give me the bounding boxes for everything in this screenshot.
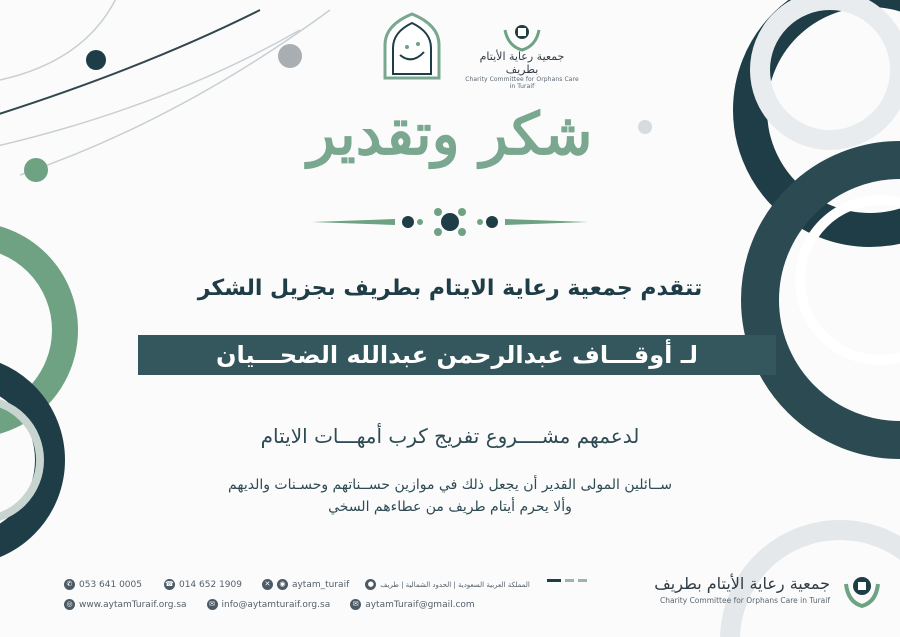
address: المملكة العربية السعودية | الحدود الشمالية | طريف	[380, 580, 530, 589]
social-handle[interactable]: aytam_turaif	[291, 579, 350, 590]
location-icon: ●	[365, 579, 376, 590]
prayer-text	[0, 474, 900, 518]
phone-mobile[interactable]: 053 641 0005	[79, 579, 142, 590]
recipient-bar: لـ أوقـــاف عبدالرحمن عبدالله الضحـــيان	[138, 335, 776, 375]
phone-icon: ✆	[64, 579, 75, 590]
footer-logo-name-ar: جمعية رعاية الأيتام بطريف	[654, 574, 830, 593]
prayer-line-1: ســائلين المولى القدير أن يجعل ذلك في موازين حســناتهم وحسـنات والديهم	[228, 477, 672, 493]
email-icon: ✉	[207, 599, 218, 610]
phone-landline[interactable]: 014 652 1909	[178, 579, 242, 590]
footer-contacts-row-2	[64, 599, 475, 610]
x-icon[interactable]: ✕	[262, 579, 273, 590]
landline-icon: ☎	[165, 580, 174, 588]
footer-logo	[622, 566, 892, 616]
prayer-line-2: وألا يحرم أيتام طريف من عطاءهم السخي	[328, 499, 572, 515]
logo-name-ar: جمعية رعاية الأيتام بطريف	[479, 50, 565, 76]
snapchat-icon[interactable]: ◉	[277, 579, 288, 590]
headline: شكر وتقدير	[307, 100, 593, 168]
decor-dot-grey	[278, 44, 302, 68]
emblem-icon	[385, 14, 439, 78]
email-icon: ✉	[350, 599, 361, 610]
footer-logo-name-en: Charity Committee for Orphans Care in Turaif	[660, 596, 830, 605]
globe-icon: ◎	[64, 599, 75, 610]
top-logo	[462, 20, 582, 90]
ornament-divider	[312, 208, 588, 236]
support-line: لدعمهم مشــــروع تفريج كرب أمهـــات الايتام	[260, 424, 640, 448]
email-org-link[interactable]: info@aytamturaif.org.sa	[221, 599, 331, 610]
email-gmail-link[interactable]: aytamTuraif@gmail.com	[365, 599, 475, 610]
hands-heart-icon	[840, 568, 884, 612]
decor-dot-dark	[86, 50, 106, 70]
website-link[interactable]: www.aytamTuraif.org.sa	[79, 599, 187, 610]
footer-contacts-row-1	[64, 579, 530, 590]
presents-line: تتقدم جمعية رعاية الايتام بطريف بجزيل الشكر	[197, 276, 703, 301]
logo-name-en: Charity Committee for Orphans Care in Turaif	[465, 76, 579, 90]
